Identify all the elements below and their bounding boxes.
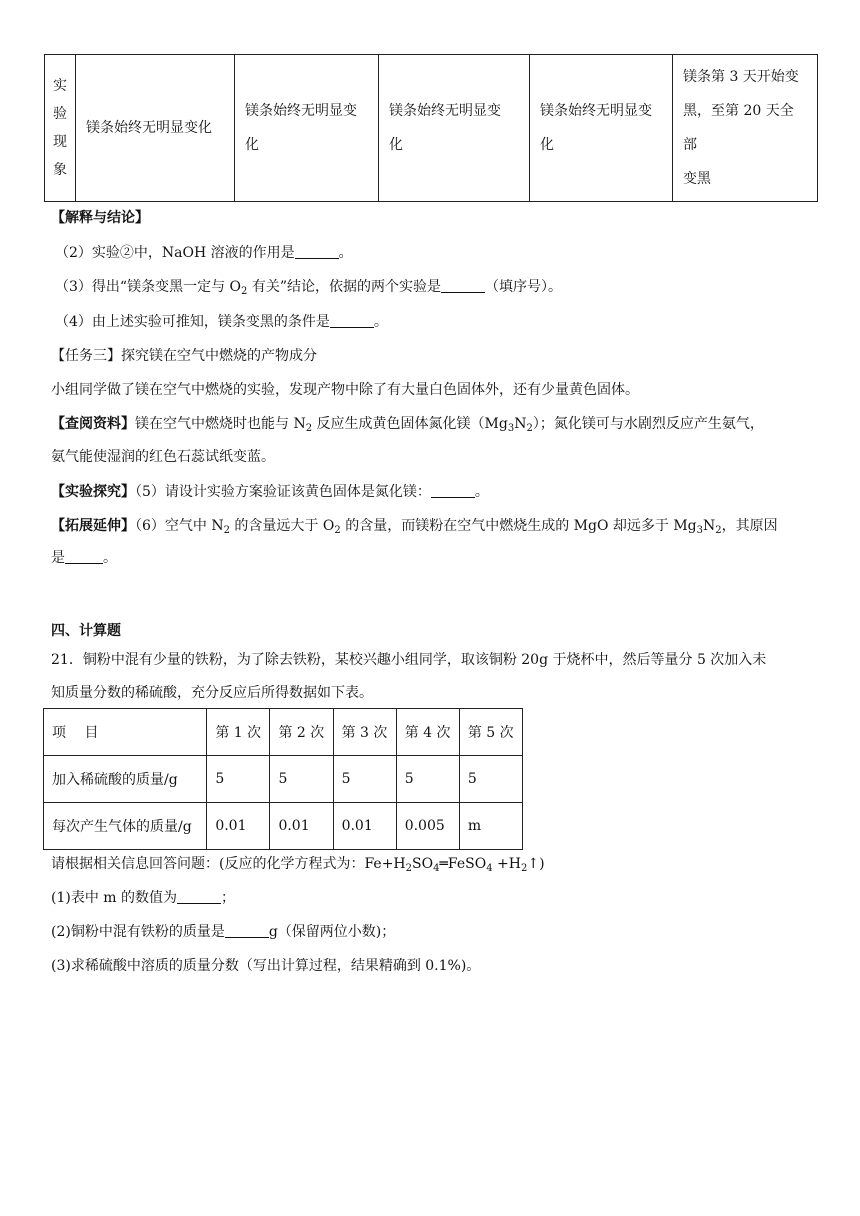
question-text: N [703,518,716,534]
table-cell: 5 [207,756,270,803]
question-6-line1 [51,516,778,536]
sub-question-2 [51,922,395,942]
cell-text-line: 黑，至第 20 天全部 [683,103,794,153]
task-3-heading: 【任务三】探究镁在空气中燃烧的产物成分 [51,348,317,364]
question-2 [55,243,353,263]
answer-blank [225,923,269,938]
table-cell: 5 [396,756,459,803]
question-3 [55,277,562,297]
table-cell: m [459,803,522,850]
subscript: 2 [526,423,533,434]
table-row [44,803,523,850]
question-21-line1: 21．铜粉中混有少量的铁粉，为了除去铁粉，某校兴趣小组同学，取该铜粉 20g 于烧杯中，然后等量分 5 次加入未 [51,652,767,668]
question-4 [55,312,388,332]
question-text: g（保留两位小数)； [268,924,396,940]
table-cell: 5 [459,756,522,803]
row-label [45,55,76,202]
table-cell [235,55,379,202]
cell-text-line: 变黑 [683,171,711,187]
table-cell [530,55,673,202]
table-cell: 0.01 [207,803,270,850]
prompt-text: SO [412,856,434,872]
answer-blank [65,549,103,564]
prompt-text: +H [492,856,521,872]
question-text: (1)表中 m 的数值为 [51,890,178,906]
prompt-text: 请根据相关信息回答问题：(反应的化学方程式为：Fe+H [51,856,406,872]
table-cell: 0.01 [270,803,333,850]
table-cell: 0.01 [333,803,396,850]
table-cell: 5 [270,756,333,803]
question-text: 的含量，而镁粉在空气中燃烧生成的 MgO 却远多于 Mg [340,518,697,534]
table-cell: 0.005 [396,803,459,850]
reference-text: 反应生成黄色固体氮化镁（Mg [312,416,508,432]
table-header-cell: 第 1 次 [207,709,270,756]
sub-question-3: (3)求稀硫酸中溶质的质量分数（写出计算过程，结果精确到 0.1%)。 [51,958,481,974]
question-text: （4）由上述实验可推知，镁条变黑的条件是 [55,314,330,330]
cell-text-line: 化 [540,137,554,153]
subscript: 3 [507,423,515,434]
reference-text: N [514,416,527,432]
question-5 [51,482,489,502]
cell-text-line: 镁条第 3 天开始变 [683,69,799,85]
section-tag: 【拓展延伸】 [51,518,135,534]
intro-paragraph: 小组同学做了镁在空气中燃烧的实验，发现产物中除了有大量白色固体外，还有少量黄色固体。 [51,382,639,398]
answer-blank [330,313,374,328]
table-header-cell: 项 目 [44,709,207,756]
table-cell: 加入稀硫酸的质量/g [44,756,207,803]
cell-text-line: 化 [245,137,259,153]
punctuation: 。 [373,314,388,330]
subscript: 3 [696,525,703,536]
subscript: 2 [223,525,230,536]
table-header-cell: 第 3 次 [333,709,396,756]
punctuation: 。 [338,245,353,261]
punctuation: 。 [103,550,117,566]
answer-blank [177,889,221,904]
cell-text-line: 镁条始终无明显变 [389,103,501,119]
punctuation: ； [221,890,236,906]
reference-paragraph-line1 [51,414,764,434]
prompt-text: ↑) [527,856,545,872]
question-text: （6）空气中 N [135,518,224,534]
question-text: （3）得出“镁条变黑一定与 O [55,279,241,295]
subscript: 2 [334,525,341,536]
table-header-cell: 第 4 次 [396,709,459,756]
prompt-text: ═FeSO [439,856,487,872]
question-text: ，其原因 [721,518,778,534]
answer-prompt [51,854,545,874]
question-text: 的含量远大于 O [229,518,335,534]
observation-table [44,54,818,202]
cell-text-line: 镁条始终无明显变 [540,103,652,119]
table-row [44,756,523,803]
section-tag: 【查阅资料】 [51,416,135,432]
subscript: 2 [715,525,722,536]
question-21-line2: 知质量分数的稀硫酸，充分反应后所得数据如下表。 [51,685,373,701]
answer-blank [295,244,339,259]
subscript: 2 [520,863,528,874]
question-text: 有关”结论，依据的两个实验是 [247,279,441,295]
table-cell [673,55,818,202]
row-label-char: 象 [53,162,67,178]
subscript: 2 [305,423,313,434]
table-header-row [44,709,523,756]
subscript: 2 [405,863,413,874]
section-heading-calculation: 四、计算题 [51,623,121,639]
reference-paragraph-line2: 氨气能使湿润的红色石蕊试纸变蓝。 [51,449,275,465]
row-label-char: 验 [53,106,67,122]
subscript: 4 [486,863,493,874]
table-cell: 5 [333,756,396,803]
section-heading-explanation: 【解释与结论】 [51,210,149,226]
question-text: （2）实验②中，NaOH 溶液的作用是 [55,245,295,261]
cell-text-line: 镁条始终无明显变 [245,103,357,119]
reference-text: ）；氮化镁可与水剧烈反应产生氨气， [532,416,764,432]
row-label-char: 现 [53,134,67,150]
question-text: (2)铜粉中混有铁粉的质量是 [51,924,225,940]
reference-text: 镁在空气中燃烧时也能与 N [135,416,306,432]
question-text: 是 [51,550,65,566]
table-header-cell: 第 5 次 [459,709,522,756]
table-cell [379,55,530,202]
question-text: （5）请设计实验方案验证该黄色固体是氮化镁： [135,484,431,500]
question-text: （填序号）。 [484,279,562,295]
punctuation: 。 [474,484,489,500]
row-label-char: 实 [53,78,67,94]
answer-blank [431,483,475,498]
sub-question-1 [51,888,235,908]
cell-text-line: 化 [389,137,403,153]
table-cell [76,55,235,202]
data-table [43,708,523,850]
cell-text: 镁条始终无明显变化 [86,120,212,136]
question-6-line2 [51,548,117,568]
section-tag: 【实验探究】 [51,484,135,500]
subscript: 4 [433,863,440,874]
subscript: 2 [241,286,248,297]
table-row [45,55,818,202]
answer-blank [441,278,485,293]
table-cell: 每次产生气体的质量/g [44,803,207,850]
table-header-cell: 第 2 次 [270,709,333,756]
